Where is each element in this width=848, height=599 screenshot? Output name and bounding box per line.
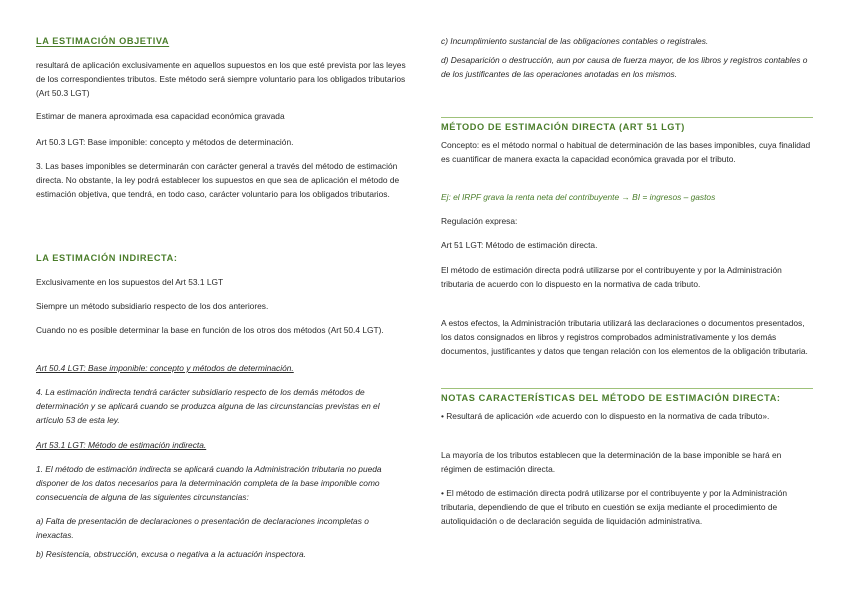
article-quote: 1. El método de estimación indirecta se aplicará cuando la Administración tributaria no pueda disponer de los datos necesarios para la determinación completa de la base imponible como consecuencia de alguna de las siguientes circunstancias: bbox=[36, 464, 382, 502]
paragraph: El método de estimación directa podrá utilizarse por el contribuyente y por la Administración tributaria de acuerdo con lo dispuesto en la normativa de cada tributo. bbox=[441, 265, 782, 289]
article-quote: b) Resistencia, obstrucción, excusa o negativa a la actuación inspectora. bbox=[36, 549, 307, 559]
heading-estimacion-directa: MÉTODO DE ESTIMACIÓN DIRECTA (ART 51 LGT) bbox=[441, 122, 685, 132]
paragraph: Cuando no es posible determinar la base en función de los otros dos métodos (Art 50.4 LGT). bbox=[36, 325, 384, 335]
heading-notas-caracteristicas: NOTAS CARACTERÍSTICAS DEL MÉTODO DE ESTIMACIÓN DIRECTA: bbox=[441, 393, 781, 403]
paragraph: A estos efectos, la Administración tributaria utilizará las declaraciones o documentos presentados, los datos consignados en libros y registros comprobados administrativamente y los demás documentos, justificantes y datos que tengan relación con los elementos de la obligación tributaria. bbox=[441, 318, 808, 356]
paragraph: Concepto: es el método normal o habitual de determinación de las bases imponibles, cuya finalidad es cuantificar de manera exacta la capacidad económica gravada por el tributo. bbox=[441, 140, 811, 164]
section-divider bbox=[441, 117, 813, 118]
article-quote: c) Incumplimiento sustancial de las obligaciones contables o registrales. bbox=[441, 36, 709, 46]
article-reference: Art 53.1 LGT: Método de estimación indirecta. bbox=[36, 440, 207, 450]
bullet-paragraph: • El método de estimación directa podrá utilizarse por el contribuyente y por la Administración tributaria, dependiendo de que el tributo en cuestión se exija mediante el procedimiento de autoliquidación o de declaración seguida de liquidación administrativa. bbox=[441, 488, 788, 526]
paragraph: Estimar de manera aproximada esa capacidad económica gravada bbox=[36, 111, 285, 121]
paragraph: La mayoría de los tributos establecen que la determinación de la base imponible se hará en régimen de estimación directa. bbox=[441, 450, 782, 474]
example-text: Ej: el IRPF grava la renta neta del contribuyente → BI = ingresos – gastos bbox=[441, 192, 716, 202]
bullet-paragraph: • Resultará de aplicación «de acuerdo con lo dispuesto en la normativa de cada tributo». bbox=[441, 411, 770, 421]
article-quote: 4. La estimación indirecta tendrá carácter subsidiario respecto de los demás métodos de determinación y se aplicará cuando se produzca alguna de las circunstancias previstas en el artículo 53 de esta ley. bbox=[36, 387, 380, 425]
article-quote: a) Falta de presentación de declaraciones o presentación de declaraciones incompletas o inexactas. bbox=[36, 516, 369, 540]
heading-estimacion-indirecta: LA ESTIMACIÓN INDIRECTA: bbox=[36, 253, 178, 263]
paragraph: 3. Las bases imponibles se determinarán con carácter general a través del método de estimación directa. No obstante, la ley podrá establecer los supuestos en que sea de aplicación el método de estimación objetiva, que tendrá, en todo caso, carácter voluntario para los obligados tributarios. bbox=[36, 161, 400, 199]
paragraph: Regulación expresa: bbox=[441, 216, 518, 226]
paragraph: Siempre un método subsidiario respecto de los dos anteriores. bbox=[36, 301, 269, 311]
paragraph: Exclusivamente en los supuestos del Art 53.1 LGT bbox=[36, 277, 224, 287]
article-reference: Art 50.4 LGT: Base imponible: concepto y métodos de determinación. bbox=[36, 363, 294, 373]
paragraph: Art 50.3 LGT: Base imponible: concepto y métodos de determinación. bbox=[36, 137, 294, 147]
heading-estimacion-objetiva: LA ESTIMACIÓN OBJETIVA bbox=[36, 36, 170, 46]
article-quote: d) Desaparición o destrucción, aun por causa de fuerza mayor, de los libros y registros contables o de los justificantes de las operaciones anotadas en los mismos. bbox=[441, 55, 808, 79]
section-divider bbox=[441, 388, 813, 389]
paragraph: Art 51 LGT: Método de estimación directa. bbox=[441, 240, 598, 250]
paragraph: resultará de aplicación exclusivamente en aquellos supuestos en los que esté prevista por las leyes de los correspondientes tributos. Este método será siempre voluntario para los obligados tributarios (Art 50.3 LGT) bbox=[36, 60, 406, 98]
